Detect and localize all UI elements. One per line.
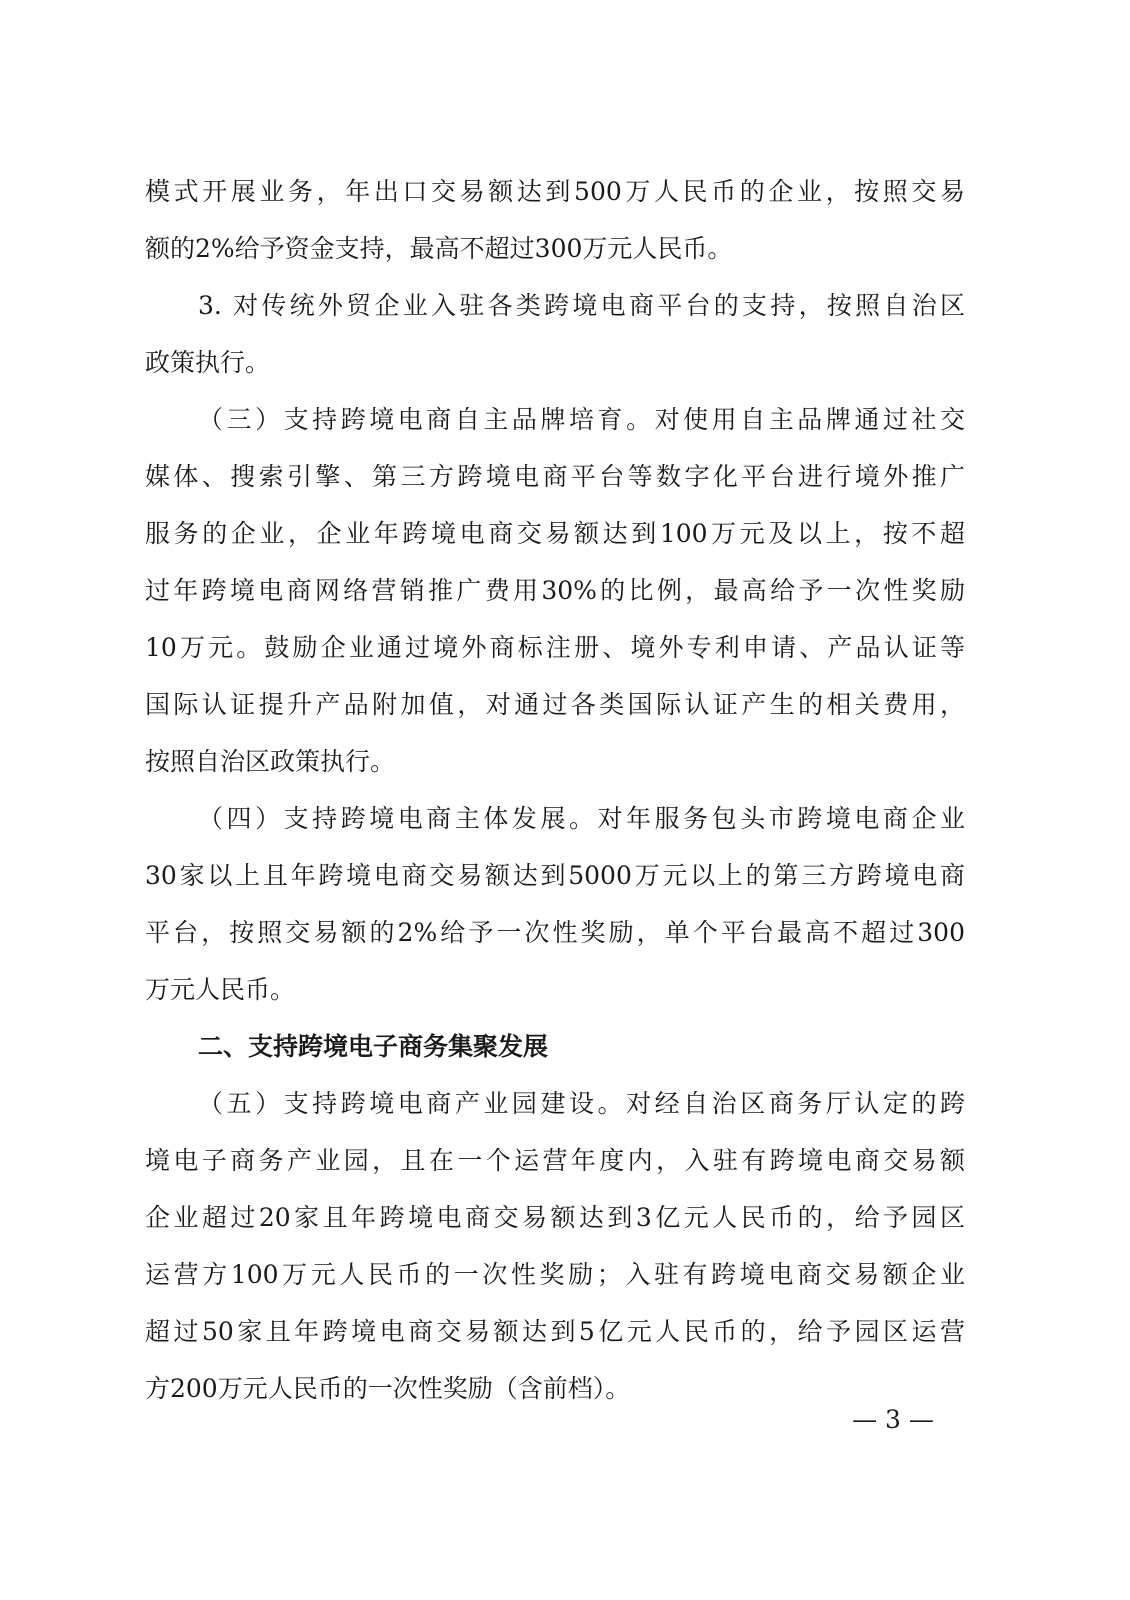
- body-text-line: 过年跨境电商网络营销推广费用30%的比例，最高给予一次性奖励: [145, 576, 965, 605]
- body-text-line: （三）支持跨境电商自主品牌培育。对使用自主品牌通过社交: [198, 405, 965, 434]
- body-text-line: 运营方100万元人民币的一次性奖励；入驻有跨境电商交易额企业: [145, 1260, 965, 1289]
- body-text-line: 超过50家且年跨境电商交易额达到5亿元人民币的，给予园区运营: [145, 1317, 965, 1346]
- body-text-line: 国际认证提升产品附加值，对通过各类国际认证产生的相关费用，: [145, 690, 965, 719]
- body-text-line: （五）支持跨境电商产业园建设。对经自治区商务厅认定的跨: [198, 1089, 965, 1118]
- body-text-line: 万元人民币。: [145, 975, 296, 1004]
- page-number: — 3 —: [852, 1405, 934, 1434]
- body-text-line: 媒体、搜索引擎、第三方跨境电商平台等数字化平台进行境外推广: [145, 462, 965, 491]
- section-heading: 二、支持跨境电子商务集聚发展: [198, 1032, 549, 1061]
- body-text-line: 平台，按照交易额的2%给予一次性奖励，单个平台最高不超过300: [145, 918, 965, 947]
- body-text-line: 额的2%给予资金支持，最高不超过300万元人民币。: [145, 234, 733, 263]
- body-text-line: 按照自治区政策执行。: [145, 747, 396, 776]
- body-text-line: （四）支持跨境电商主体发展。对年服务包头市跨境电商企业: [198, 804, 965, 833]
- body-text-line: 境电子商务产业园，且在一个运营年度内，入驻有跨境电商交易额: [145, 1146, 965, 1175]
- body-text-line: 服务的企业，企业年跨境电商交易额达到100万元及以上，按不超: [145, 519, 965, 548]
- body-text-line: 政策执行。: [145, 348, 271, 377]
- body-text-line: 30家以上且年跨境电商交易额达到5000万元以上的第三方跨境电商: [145, 861, 965, 890]
- body-text-line: 3. 对传统外贸企业入驻各类跨境电商平台的支持，按照自治区: [198, 291, 965, 320]
- body-text-line: 方200万元人民币的一次性奖励（含前档）。: [145, 1374, 631, 1403]
- body-text-line: 模式开展业务，年出口交易额达到500万人民币的企业，按照交易: [145, 177, 965, 206]
- body-text-line: 10万元。鼓励企业通过境外商标注册、境外专利申请、产品认证等: [145, 633, 965, 662]
- body-text-line: 企业超过20家且年跨境电商交易额达到3亿元人民币的，给予园区: [145, 1203, 965, 1232]
